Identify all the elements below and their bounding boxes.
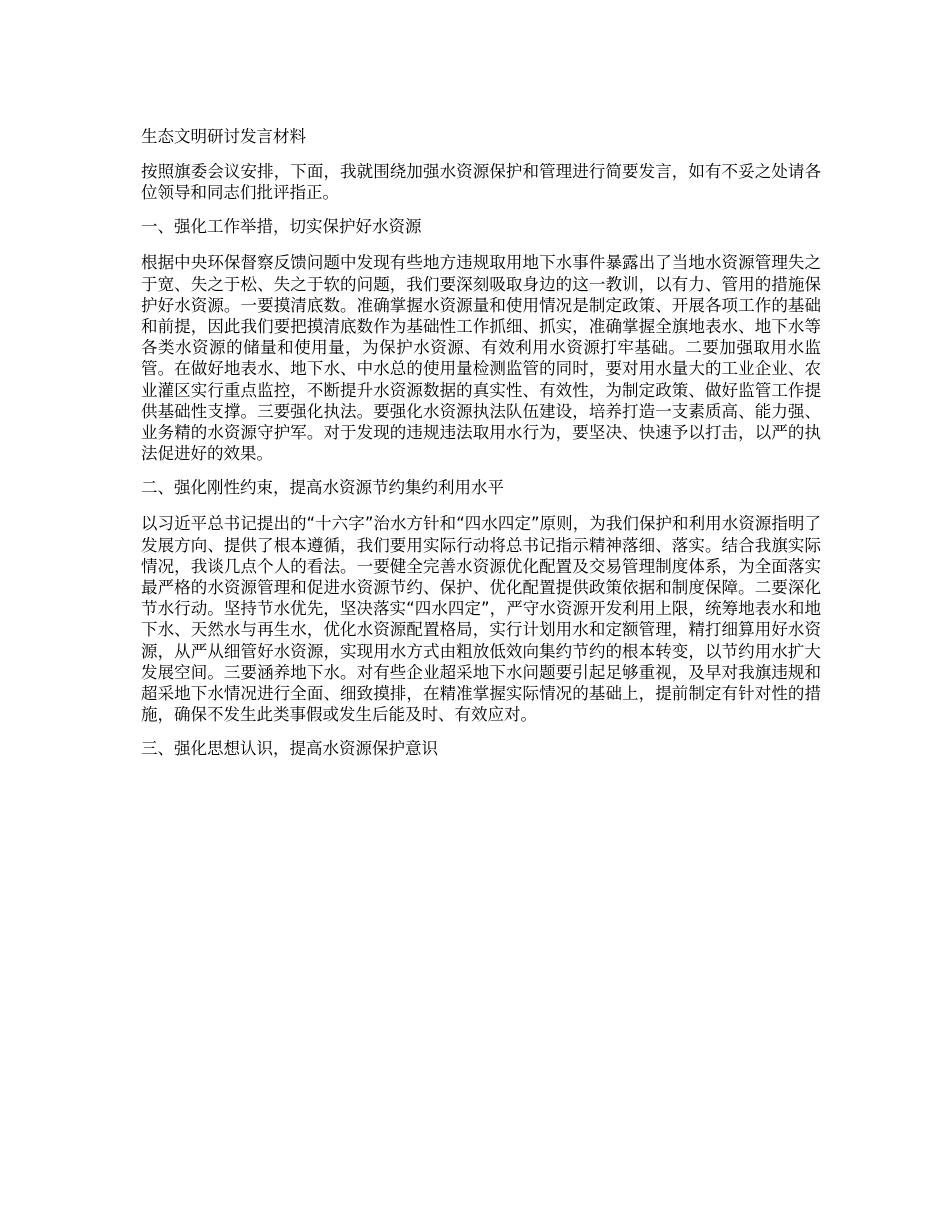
section-2-heading: 二、强化刚性约束，提高水资源节约集约利用水平: [141, 478, 504, 498]
intro-paragraph: 按照旗委会议安排，下面，我就围绕加强水资源保护和管理进行简要发言，如有不妥之处请各位领导和同志们批评指正。: [141, 162, 821, 203]
section-2-body: 以习近平总书记提出的“十六字”治水方针和“四水四定”原则，为我们保护和利用水资源指明了发展方向、提供了根本遵循，我们要用实际行动将总书记指示精神落细、落实。结合我旗实际情况，我谈几点个人的看法。一要健全完善水资源优化配置及交易管理制度体系，为全面落实最严格的水资源管理和促进水资源节约、保护、优化配置提供政策依据和制度保障。二要深化节水行动。坚持节水优先，坚决落实“四水四定”，严守水资源开发利用上限，统筹地表水和地下水、天然水与再生水，优化水资源配置格局，实行计划用水和定额管理，精打细算用好水资源，从严从细管好水资源，实现用水方式由粗放低效向集约节约的根本转变，以节约用水扩大发展空间。三要涵养地下水。对有些企业超采地下水问题要引起足够重视，及早对我旗违规和超采地下水情况进行全面、细致摸排，在精准掌握实际情况的基础上，提前制定有针对性的措施，确保不发生此类事假或发生后能及时、有效应对。: [141, 514, 821, 725]
section-3-heading: 三、强化思想认识，提高水资源保护意识: [141, 739, 438, 759]
section-1-heading: 一、强化工作举措，切实保护好水资源: [141, 217, 422, 237]
document-page: [141, 126, 821, 774]
document-title: 生态文明研讨发言材料: [141, 127, 306, 146]
section-1-body: 根据中央环保督察反馈问题中发现有些地方违规取用地下水事件暴露出了当地水资源管理失之于宽、失之于松、失之于软的问题，我们要深刻吸取身边的这一教训，以有力、管用的措施保护好水资源。一要摸清底数。准确掌握水资源量和使用情况是制定政策、开展各项工作的基础和前提，因此我们要把摸清底数作为基础性工作抓细、抓实，准确掌握全旗地表水、地下水等各类水资源的储量和使用量，为保护水资源、有效利用水资源打牢基础。二要加强取用水监管。在做好地表水、地下水、中水总的使用量检测监管的同时，要对用水量大的工业企业、农业灌区实行重点监控，不断提升水资源数据的真实性、有效性，为制定政策、做好监管工作提供基础性支撑。三要强化执法。要强化水资源执法队伍建设，培养打造一支素质高、能力强、业务精的水资源守护军。对于发现的违规违法取用水行为，要坚决、快速予以打击，以严的执法促进好的效果。: [141, 253, 821, 464]
